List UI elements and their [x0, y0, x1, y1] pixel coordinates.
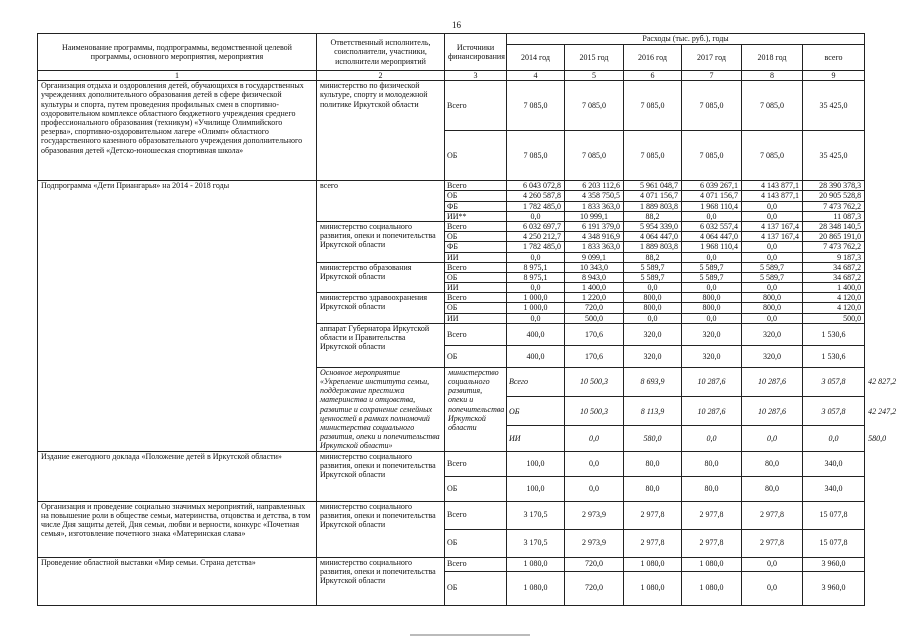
value-cell: 2 973,9 — [565, 501, 624, 529]
value-cell: 580,0 — [624, 426, 682, 451]
value-cell: 0,0 — [742, 211, 803, 221]
funding-source: Всего — [445, 323, 507, 345]
value-cell: 80,0 — [742, 451, 803, 476]
total-cell: 7 473 762,2 — [803, 242, 865, 252]
value-cell: 1 889 803,8 — [624, 242, 682, 252]
executor-name: министерство социального развития, опеки и попечительства Иркутской области — [317, 451, 445, 501]
value-cell: 100,0 — [507, 451, 565, 476]
value-cell: 1 080,0 — [624, 571, 682, 605]
value-cell: 2 977,8 — [624, 501, 682, 529]
total-cell: 1 530,6 — [803, 323, 865, 345]
executor-name: аппарат Губернатора Иркутской области и Правительства Иркутской области — [317, 323, 445, 367]
value-cell: 720,0 — [565, 571, 624, 605]
value-cell: 6 043 072,8 — [507, 181, 565, 191]
col-number: 1 — [38, 71, 317, 81]
value-cell: 0,0 — [507, 252, 565, 262]
value-cell: 720,0 — [565, 557, 624, 571]
value-cell: 4 348 916,9 — [565, 232, 624, 242]
value-cell: 4 358 750,5 — [565, 191, 624, 201]
value-cell: 0,0 — [742, 201, 803, 211]
value-cell: 8 975,1 — [507, 272, 565, 282]
value-cell: 1 400,0 — [565, 283, 624, 293]
funding-source: Всего — [445, 221, 507, 231]
value-cell: 0,0 — [742, 557, 803, 571]
value-cell: 800,0 — [624, 303, 682, 313]
value-cell: 9 099,1 — [565, 252, 624, 262]
total-cell: 4 120,0 — [803, 303, 865, 313]
table-row — [38, 181, 865, 191]
column-number-row — [38, 71, 865, 81]
value-cell: 0,0 — [682, 426, 742, 451]
value-cell: 0,0 — [742, 242, 803, 252]
executor-name: всего — [317, 181, 445, 222]
header-year: 2017 год — [682, 45, 742, 71]
table-row — [38, 501, 865, 529]
value-cell: 10 999,1 — [565, 211, 624, 221]
value-cell: 4 137 167,4 — [742, 221, 803, 231]
total-cell: 20 865 191,0 — [803, 232, 865, 242]
value-cell: 0,0 — [803, 426, 865, 451]
value-cell: 6 203 112,6 — [565, 181, 624, 191]
total-cell: 35 425,0 — [803, 131, 865, 181]
funding-source: ИИ — [507, 426, 565, 451]
value-cell: 1 889 803,8 — [624, 201, 682, 211]
value-cell: 1 080,0 — [682, 557, 742, 571]
value-cell: 800,0 — [624, 293, 682, 303]
value-cell: 6 191 379,0 — [565, 221, 624, 231]
total-cell: 11 087,3 — [803, 211, 865, 221]
value-cell: 2 977,8 — [682, 501, 742, 529]
funding-source: ИИ — [445, 252, 507, 262]
executor-name: министерство по физической культуре, спорту и молодежной политике Иркутской области — [317, 81, 445, 181]
value-cell: 7 085,0 — [624, 81, 682, 131]
total-cell: 15 077,8 — [803, 501, 865, 529]
value-cell: 800,0 — [742, 293, 803, 303]
total-cell: 35 425,0 — [803, 81, 865, 131]
value-cell: 0,0 — [507, 211, 565, 221]
value-cell: 10 287,6 — [682, 397, 742, 426]
total-cell: 34 687,2 — [803, 272, 865, 282]
value-cell: 80,0 — [742, 476, 803, 501]
funding-source: ОБ — [445, 191, 507, 201]
funding-source: ИИ — [445, 313, 507, 323]
value-cell: 4 143 877,1 — [742, 181, 803, 191]
value-cell: 3 057,8 — [803, 367, 865, 396]
value-cell: 7 085,0 — [507, 131, 565, 181]
executor-name: министерство образования Иркутской области — [317, 262, 445, 293]
value-cell: 720,0 — [565, 303, 624, 313]
value-cell: 1 782 485,0 — [507, 201, 565, 211]
funding-source: Всего — [445, 181, 507, 191]
executor-name: министерство социального развития, опеки и попечительства Иркутской области — [317, 221, 445, 262]
value-cell: 5 961 048,7 — [624, 181, 682, 191]
total-cell: 28 348 140,5 — [803, 221, 865, 231]
value-cell: 5 589,7 — [624, 262, 682, 272]
funding-source: Всего — [445, 501, 507, 529]
value-cell: 80,0 — [682, 476, 742, 501]
funding-source: Всего — [445, 262, 507, 272]
value-cell: 2 977,8 — [682, 529, 742, 557]
scan-artifact — [410, 634, 530, 636]
value-cell: 800,0 — [682, 293, 742, 303]
executor-name: министерство социального развития, опеки и попечительства Иркутской области — [445, 367, 507, 451]
header-year: 2018 год — [742, 45, 803, 71]
total-cell: 500,0 — [803, 313, 865, 323]
funding-source: ОБ — [445, 476, 507, 501]
value-cell: 0,0 — [565, 476, 624, 501]
value-cell: 1 782 485,0 — [507, 242, 565, 252]
value-cell: 88,2 — [624, 252, 682, 262]
value-cell: 100,0 — [507, 476, 565, 501]
value-cell: 0,0 — [682, 283, 742, 293]
value-cell: 7 085,0 — [507, 81, 565, 131]
value-cell: 0,0 — [682, 252, 742, 262]
header-expenses: Расходы (тыс. руб.), годы — [507, 34, 865, 45]
header-total: всего — [803, 45, 865, 71]
value-cell: 4 064 447,0 — [682, 232, 742, 242]
value-cell: 800,0 — [742, 303, 803, 313]
funding-source: Всего — [507, 367, 565, 396]
funding-source: ФБ — [445, 242, 507, 252]
value-cell: 7 085,0 — [565, 131, 624, 181]
value-cell: 4 064 447,0 — [624, 232, 682, 242]
funding-source: ИИ — [445, 283, 507, 293]
total-cell: 9 187,3 — [803, 252, 865, 262]
table-row — [38, 451, 865, 476]
value-cell: 8 693,9 — [624, 367, 682, 396]
value-cell: 2 973,9 — [565, 529, 624, 557]
value-cell: 5 954 339,0 — [624, 221, 682, 231]
header-name: Наименование программы, подпрограммы, ведомственной целевой программы, основного мероприятия, мероприятия — [38, 34, 317, 71]
value-cell: 1 080,0 — [507, 557, 565, 571]
funding-source: ФБ — [445, 201, 507, 211]
value-cell: 7 085,0 — [565, 81, 624, 131]
col-number: 5 — [565, 71, 624, 81]
value-cell: 0,0 — [565, 426, 624, 451]
value-cell: 1 000,0 — [507, 293, 565, 303]
value-cell: 5 589,7 — [742, 272, 803, 282]
executor-name: министерство социального развития, опеки и попечительства Иркутской области — [317, 557, 445, 605]
funding-source: ОБ — [445, 345, 507, 367]
funding-source: Всего — [445, 293, 507, 303]
value-cell: 1 833 363,0 — [565, 242, 624, 252]
funding-source: Всего — [445, 81, 507, 131]
value-cell: 500,0 — [565, 313, 624, 323]
executor-name: министерство социального развития, опеки и попечительства Иркутской области — [317, 501, 445, 557]
table-row: ИИ 0,0 580,0 0,0 0,0 0,0 580,0 — [38, 426, 865, 451]
funding-source: ОБ — [507, 397, 565, 426]
value-cell: 320,0 — [742, 345, 803, 367]
main-measure-name: Основное мероприятие «Укрепление института семьи, поддержание престижа материнства и отцовства, развитие и сохранение семейных ценностей в рамках полномочий министерства социального развития, опеки и попечительства Иркутской области» — [317, 367, 445, 451]
value-cell: 0,0 — [742, 571, 803, 605]
value-cell: 80,0 — [624, 451, 682, 476]
total-cell: 7 473 762,2 — [803, 201, 865, 211]
col-number: 9 — [803, 71, 865, 81]
value-cell: 4 137 167,4 — [742, 232, 803, 242]
value-cell: 1 968 110,4 — [682, 242, 742, 252]
measure-name: Организация отдыха и оздоровления детей, обучающихся в государственных учреждениях дополнительного образования детей в сфере физической культуры и спорта, путем проведения профильных смен в спортивно-оздоровительном комплексе областного бюджетного учреждения среднего профессионального образования (техникум) «Училище Олимпийского резерва», спортивно-оздоровительном лагере «Олимп» областного государственного казенного образовательного учреждения дополнительного образования детей «Детско-юношеская спортивная школа» — [38, 81, 317, 181]
value-cell: 6 039 267,1 — [682, 181, 742, 191]
table-row: ОБ 10 500,3 8 113,9 10 287,6 10 287,6 3 057,8 42 247,2 — [38, 397, 865, 426]
value-cell: 8 113,9 — [624, 397, 682, 426]
value-cell: 320,0 — [742, 323, 803, 345]
value-cell: 8 975,1 — [507, 262, 565, 272]
funding-source: ИИ** — [445, 211, 507, 221]
value-cell: 3 057,8 — [803, 397, 865, 426]
total-cell: 1 400,0 — [803, 283, 865, 293]
value-cell: 1 833 363,0 — [565, 201, 624, 211]
value-cell: 5 589,7 — [682, 272, 742, 282]
value-cell: 0,0 — [742, 313, 803, 323]
value-cell: 1 080,0 — [507, 571, 565, 605]
value-cell: 5 589,7 — [682, 262, 742, 272]
total-cell: 340,0 — [803, 451, 865, 476]
value-cell: 7 085,0 — [624, 131, 682, 181]
executor-name: министерство здравоохранения Иркутской области — [317, 293, 445, 324]
value-cell: 400,0 — [507, 323, 565, 345]
measure-name: Организация и проведение социально значимых мероприятий, направленных на повышение роли в обществе семьи, материнства, отцовства и детства, в том числе Дня защиты детей, Дня семьи, любви и верности, конкурс «Почетная семья», изготовление почетного знака «Материнская слава» — [38, 501, 317, 557]
funding-source: Всего — [445, 557, 507, 571]
value-cell: 4 071 156,7 — [624, 191, 682, 201]
value-cell: 170,6 — [565, 323, 624, 345]
measure-name: Издание ежегодного доклада «Положение детей в Иркутской области» — [38, 451, 317, 501]
value-cell: 0,0 — [682, 211, 742, 221]
value-cell: 3 170,5 — [507, 529, 565, 557]
total-cell: 3 960,0 — [803, 571, 865, 605]
value-cell: 800,0 — [682, 303, 742, 313]
total-cell: 4 120,0 — [803, 293, 865, 303]
col-number: 8 — [742, 71, 803, 81]
value-cell: 0,0 — [624, 283, 682, 293]
value-cell: 320,0 — [682, 345, 742, 367]
value-cell: 320,0 — [682, 323, 742, 345]
funding-source: ОБ — [445, 303, 507, 313]
value-cell: 0,0 — [742, 252, 803, 262]
value-cell: 4 143 877,1 — [742, 191, 803, 201]
header-year: 2016 год — [624, 45, 682, 71]
page-number: 16 — [452, 20, 461, 30]
funding-source: ОБ — [445, 529, 507, 557]
subprogram-name: Подпрограмма «Дети Приангарья» на 2014 - 2018 годы — [38, 181, 317, 451]
value-cell: 0,0 — [624, 313, 682, 323]
value-cell: 2 977,8 — [742, 529, 803, 557]
col-number: 3 — [445, 71, 507, 81]
col-number: 7 — [682, 71, 742, 81]
value-cell: 0,0 — [682, 313, 742, 323]
total-cell: 3 960,0 — [803, 557, 865, 571]
value-cell: 170,6 — [565, 345, 624, 367]
header-source: Источники финансирования — [445, 34, 507, 71]
total-cell: 28 390 378,3 — [803, 181, 865, 191]
value-cell: 10 287,6 — [682, 367, 742, 396]
value-cell: 4 071 156,7 — [682, 191, 742, 201]
value-cell: 1 220,0 — [565, 293, 624, 303]
value-cell: 80,0 — [624, 476, 682, 501]
value-cell: 1 968 110,4 — [682, 201, 742, 211]
value-cell: 6 032 697,7 — [507, 221, 565, 231]
value-cell: 2 977,8 — [624, 529, 682, 557]
measure-name: Проведение областной выставки «Мир семьи. Страна детства» — [38, 557, 317, 605]
value-cell: 4 260 587,8 — [507, 191, 565, 201]
budget-table — [37, 33, 897, 606]
total-cell: 34 687,2 — [803, 262, 865, 272]
value-cell: 0,0 — [742, 283, 803, 293]
value-cell: 7 085,0 — [682, 131, 742, 181]
total-cell: 15 077,8 — [803, 529, 865, 557]
value-cell: 8 943,0 — [565, 272, 624, 282]
value-cell: 6 032 557,4 — [682, 221, 742, 231]
table-row: Основное мероприятие «Укрепление института семьи, поддержание престижа материнства и отцовства, развитие и сохранение семейных ценностей в рамках полномочий министерства социального развития, опеки и попечительства Иркутской области» министерство социального развития, опеки и попечительства Иркутской области Всего 10 500,3 8 693,9 10 287,6 10 287,6 3 057,8 42 827,2 — [38, 367, 865, 396]
value-cell: 10 287,6 — [742, 397, 803, 426]
col-number: 4 — [507, 71, 565, 81]
value-cell: 10 343,0 — [565, 262, 624, 272]
value-cell: 2 977,8 — [742, 501, 803, 529]
col-number: 2 — [317, 71, 445, 81]
table-row — [38, 557, 865, 571]
value-cell: 10 500,3 — [565, 367, 624, 396]
value-cell: 1 000,0 — [507, 303, 565, 313]
value-cell: 0,0 — [507, 283, 565, 293]
value-cell: 7 085,0 — [742, 131, 803, 181]
funding-source: Всего — [445, 451, 507, 476]
col-number: 6 — [624, 71, 682, 81]
value-cell: 400,0 — [507, 345, 565, 367]
total-cell: 340,0 — [803, 476, 865, 501]
value-cell: 1 080,0 — [624, 557, 682, 571]
value-cell: 0,0 — [507, 313, 565, 323]
value-cell: 320,0 — [624, 323, 682, 345]
value-cell: 3 170,5 — [507, 501, 565, 529]
value-cell: 0,0 — [742, 426, 803, 451]
header-year: 2014 год — [507, 45, 565, 71]
header-executor: Ответственный исполнитель, соисполнители, участники, исполнители мероприятий — [317, 34, 445, 71]
value-cell: 80,0 — [682, 451, 742, 476]
value-cell: 0,0 — [565, 451, 624, 476]
value-cell: 10 500,3 — [565, 397, 624, 426]
value-cell: 1 080,0 — [682, 571, 742, 605]
value-cell: 10 287,6 — [742, 367, 803, 396]
value-cell: 7 085,0 — [742, 81, 803, 131]
value-cell: 4 250 212,7 — [507, 232, 565, 242]
value-cell: 5 589,7 — [624, 272, 682, 282]
funding-source: ОБ — [445, 232, 507, 242]
header-year: 2015 год — [565, 45, 624, 71]
value-cell: 7 085,0 — [682, 81, 742, 131]
value-cell: 320,0 — [624, 345, 682, 367]
funding-source: ОБ — [445, 571, 507, 605]
total-cell: 20 905 528,8 — [803, 191, 865, 201]
value-cell: 88,2 — [624, 211, 682, 221]
funding-source: ОБ — [445, 131, 507, 181]
value-cell: 5 589,7 — [742, 262, 803, 272]
total-cell: 1 530,6 — [803, 345, 865, 367]
funding-source: ОБ — [445, 272, 507, 282]
table-row — [38, 81, 865, 131]
